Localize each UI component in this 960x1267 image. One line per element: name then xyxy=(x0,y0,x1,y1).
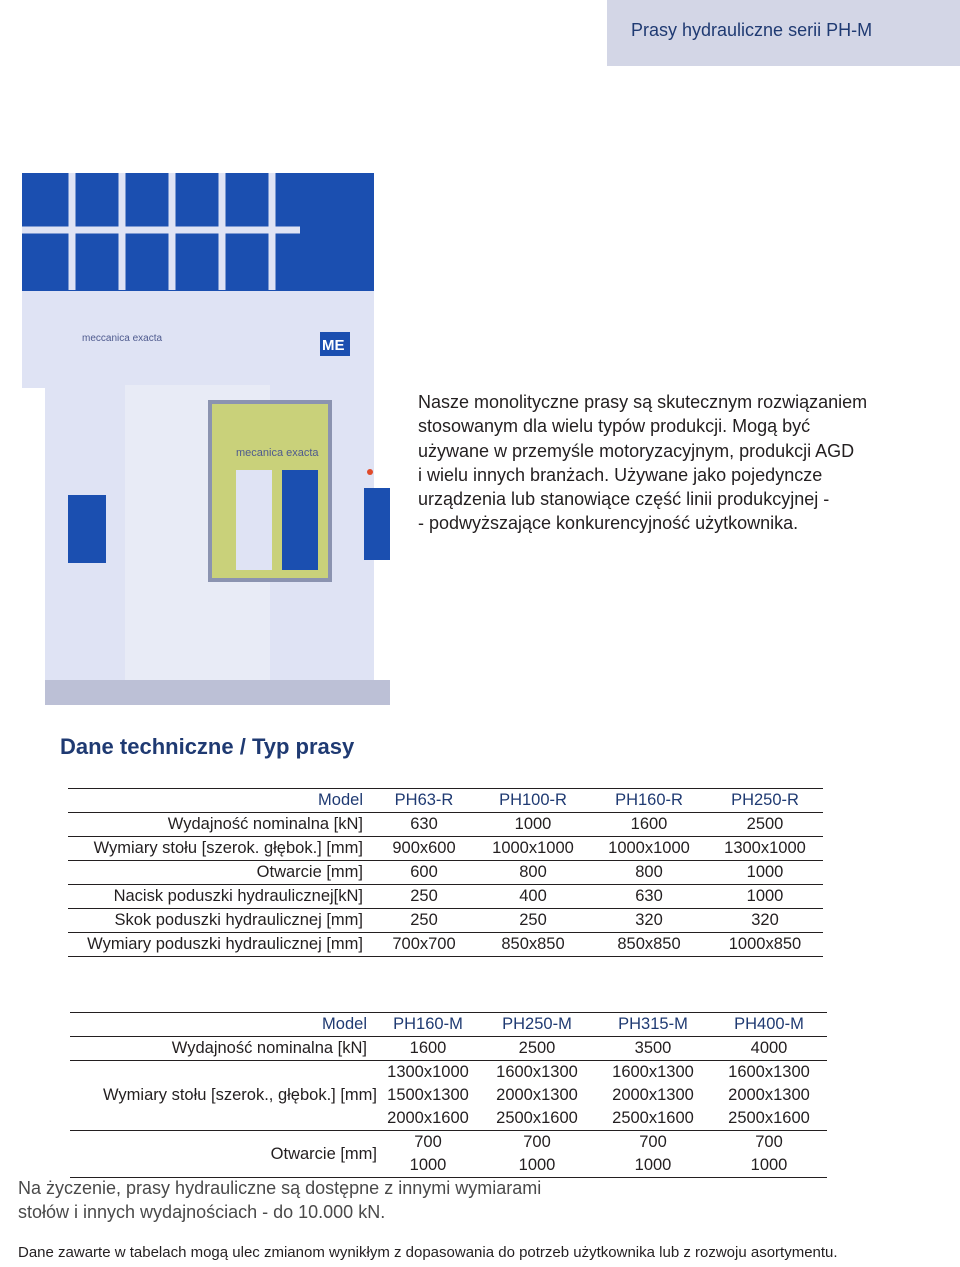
page-title: Prasy hydrauliczne serii PH-M xyxy=(631,20,873,40)
cell-value: 800 xyxy=(591,861,707,885)
table-row xyxy=(68,885,823,909)
logo-text: ME xyxy=(322,337,345,354)
top-brand-text: meccanica exacta xyxy=(82,333,163,344)
table-row xyxy=(68,909,823,933)
table-header-row xyxy=(68,789,823,813)
cell-value: 850x850 xyxy=(475,933,591,957)
cell-value: 700x700 xyxy=(373,933,475,957)
model-name: PH250-R xyxy=(707,789,823,813)
cell-line: 700 xyxy=(755,1133,783,1151)
intro-line: i wielu innych branżach. Używane jako pojedyncze xyxy=(418,464,823,485)
cell-line: 2500x1600 xyxy=(612,1109,694,1127)
table-row xyxy=(68,813,823,837)
cell-line: 2000x1600 xyxy=(387,1109,469,1127)
model-name: PH63-R xyxy=(373,789,475,813)
cell-line: 700 xyxy=(639,1133,667,1151)
press-left-window xyxy=(68,495,106,563)
cell-value: 1000 xyxy=(707,861,823,885)
table-row xyxy=(68,933,823,957)
cell-value: 250 xyxy=(475,909,591,933)
cell-value: 400 xyxy=(475,885,591,909)
cell-value: 630 xyxy=(591,885,707,909)
cell-value: 250 xyxy=(373,885,475,909)
intro-line: używane w przemyśle motoryzacyjnym, produkcji AGD xyxy=(418,440,855,461)
row-label: Wydajność nominalna [kN] xyxy=(70,1037,377,1061)
availability-note xyxy=(18,1176,541,1224)
cell-value: 800 xyxy=(475,861,591,885)
cell-line: 700 xyxy=(414,1133,442,1151)
model-name: PH400-M xyxy=(711,1013,827,1037)
cell-value: 1000x1000 xyxy=(591,837,707,861)
table-row xyxy=(68,861,823,885)
cell-value xyxy=(377,1131,479,1178)
note-line: Na życzenie, prasy hydrauliczne są dostępne z innymi wymiarami xyxy=(18,1178,542,1198)
note-line: stołów i innych wydajnościach - do 10.000 kN. xyxy=(18,1202,386,1222)
cell-value: 3500 xyxy=(595,1037,711,1061)
cell-value: 2500 xyxy=(707,813,823,837)
model-name: PH250-M xyxy=(479,1013,595,1037)
cell-value xyxy=(711,1131,827,1178)
cell-value: 2500 xyxy=(479,1037,595,1061)
cell-line: 1000 xyxy=(409,1156,447,1174)
cell-line: 1000 xyxy=(750,1156,788,1174)
press-base xyxy=(45,680,390,705)
spec-table-r xyxy=(68,788,823,957)
cell-value: 900x600 xyxy=(373,837,475,861)
cell-line: 2000x1300 xyxy=(496,1086,578,1104)
model-label: Model xyxy=(68,789,373,813)
press-ram-right xyxy=(282,470,318,570)
intro-line: stosowanym dla wielu typów produkcji. Mogą być xyxy=(418,416,811,437)
section-title: Dane techniczne / Typ prasy xyxy=(60,734,355,759)
spec-table-m xyxy=(70,1012,827,1178)
table-row xyxy=(68,837,823,861)
table-header-row xyxy=(70,1013,827,1037)
cell-value: 1000 xyxy=(475,813,591,837)
row-label: Wymiary poduszki hydraulicznej [mm] xyxy=(68,933,373,957)
cell-value: 250 xyxy=(373,909,475,933)
table-row xyxy=(70,1131,827,1178)
model-label: Model xyxy=(70,1013,377,1037)
cell-line: 1500x1300 xyxy=(387,1086,469,1104)
cell-line: 1600x1300 xyxy=(496,1063,578,1081)
cell-line: 2500x1600 xyxy=(496,1109,578,1127)
row-label: Nacisk poduszki hydraulicznej[kN] xyxy=(68,885,373,909)
cell-line: 1000 xyxy=(518,1156,556,1174)
cell-value xyxy=(479,1131,595,1178)
cell-value: 4000 xyxy=(711,1037,827,1061)
cell-line: 1000 xyxy=(634,1156,672,1174)
panel-brand-text: mecanica exacta xyxy=(236,447,319,459)
row-label: Wymiary stołu [szerok., głębok.] [mm] xyxy=(70,1061,377,1131)
cell-value: 1000x850 xyxy=(707,933,823,957)
model-name: PH160-R xyxy=(591,789,707,813)
press-illustration xyxy=(0,170,400,710)
press-ram xyxy=(236,470,272,570)
cell-value xyxy=(479,1061,595,1131)
row-label: Wydajność nominalna [kN] xyxy=(68,813,373,837)
cell-value xyxy=(377,1061,479,1131)
header-banner xyxy=(607,0,960,66)
cell-value: 630 xyxy=(373,813,475,837)
cell-line: 2000x1300 xyxy=(612,1086,694,1104)
cell-line: 700 xyxy=(523,1133,551,1151)
cell-line: 1300x1000 xyxy=(387,1063,469,1081)
intro-text xyxy=(418,390,918,536)
cell-value: 850x850 xyxy=(591,933,707,957)
cell-line: 1600x1300 xyxy=(728,1063,810,1081)
cell-line: 2500x1600 xyxy=(728,1109,810,1127)
intro-line: - podwyższające konkurencyjność użytkownika. xyxy=(418,513,799,534)
row-label: Otwarcie [mm] xyxy=(68,861,373,885)
cell-value: 1600 xyxy=(377,1037,479,1061)
cell-value: 1300x1000 xyxy=(707,837,823,861)
footer-disclaimer: Dane zawarte w tabelach mogą ulec zmianom wynikłym z dopasowania do potrzeb użytkownika lub z rozwoju asortymentu. xyxy=(18,1244,838,1261)
cell-line: 1600x1300 xyxy=(612,1063,694,1081)
model-name: PH160-M xyxy=(377,1013,479,1037)
cell-value xyxy=(595,1131,711,1178)
cell-value xyxy=(711,1061,827,1131)
intro-line: urządzenia lub stanowiące część linii produkcyjnej - xyxy=(418,489,830,510)
cell-value xyxy=(595,1061,711,1131)
cell-value: 600 xyxy=(373,861,475,885)
cell-value: 320 xyxy=(591,909,707,933)
table-row xyxy=(70,1037,827,1061)
control-panel xyxy=(364,488,390,560)
cell-line: 2000x1300 xyxy=(728,1086,810,1104)
cell-value: 1000x1000 xyxy=(475,837,591,861)
row-label: Wymiary stołu [szerok. głębok.] [mm] xyxy=(68,837,373,861)
signal-light xyxy=(367,469,373,475)
intro-line: Nasze monolityczne prasy są skutecznym rozwiązaniem xyxy=(418,392,868,412)
model-name: PH100-R xyxy=(475,789,591,813)
cell-value: 1600 xyxy=(591,813,707,837)
cell-value: 320 xyxy=(707,909,823,933)
row-label: Skok poduszki hydraulicznej [mm] xyxy=(68,909,373,933)
model-name: PH315-M xyxy=(595,1013,711,1037)
table-row xyxy=(70,1061,827,1131)
row-label: Otwarcie [mm] xyxy=(70,1131,377,1178)
cell-value: 1000 xyxy=(707,885,823,909)
